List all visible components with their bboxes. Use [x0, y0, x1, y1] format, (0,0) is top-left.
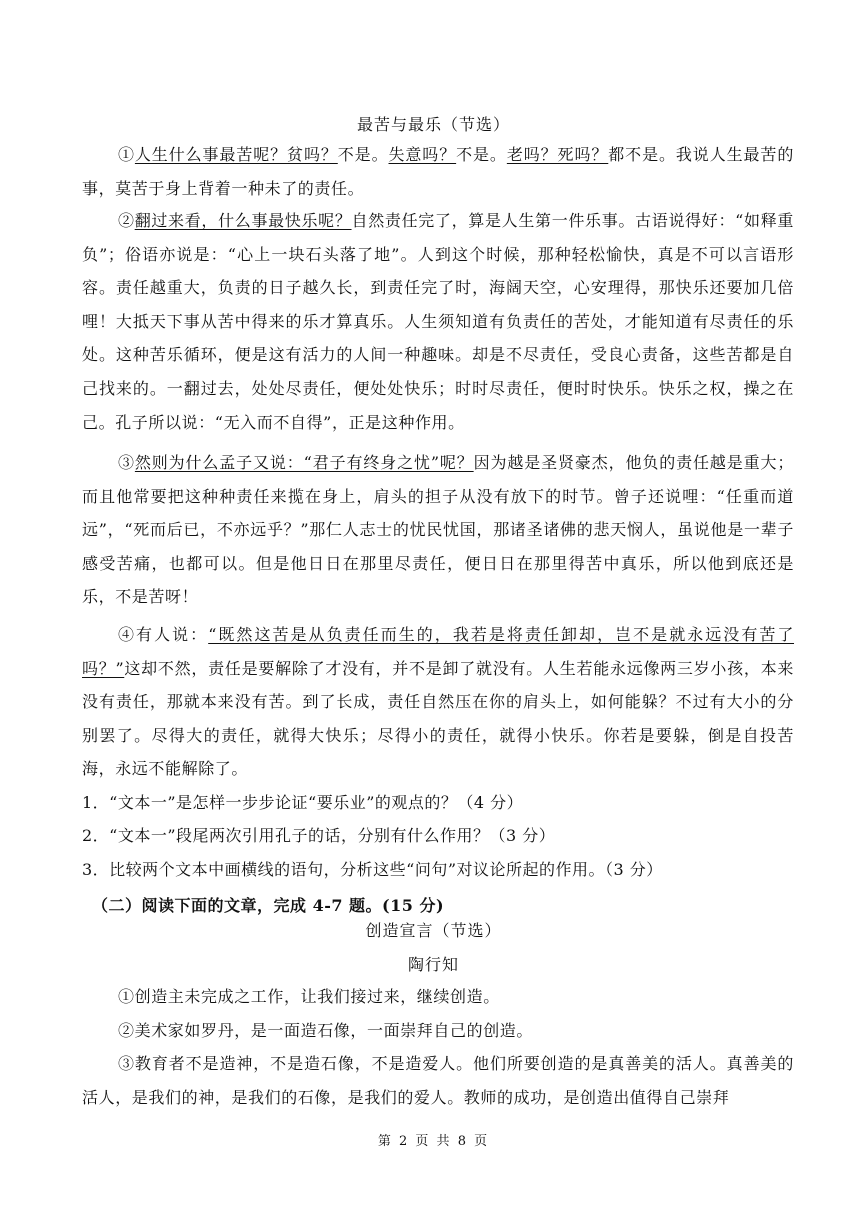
question-2: 2．“文本一”段尾两次引用孔子的话，分别有什么作用？（3 分）	[82, 826, 556, 845]
paragraph-s2-3: ③教育者不是造神，不是造石像，不是造爱人。他们所要创造的是真善美的活人。真善美的活人，是我们的神，是我们的石像，是我们的爱人。教师的成功，是创造出值得自己崇拜	[82, 1054, 794, 1107]
paragraph-text: 因为越是圣贤豪杰，他负的责任越是重大；而且他常要把这种种责任来揽在身上，肩头的担子从没有放下的时节。曾子还说哩：“任重而道远”，“死而后已，不亦远乎？”那仁人志士的忧民忧国，那诸圣诸佛的悲天悯人，虽说他是一辈子感受苦痛，也都可以。但是他日日在那里尽责任，便日日在那里得苦中真乐，所以他到底还是乐，不是苦呀！	[82, 453, 794, 607]
paragraph-text: 不是。	[337, 145, 389, 164]
paragraph-2	[82, 204, 794, 439]
paragraph-number: ③	[118, 453, 135, 472]
section-heading: （二）阅读下面的文章，完成 4-7 题。(15 分)	[92, 896, 445, 915]
paragraph-s2-1: ①创造主未完成之工作，让我们接过来，继续创造。	[118, 987, 500, 1006]
paragraph-number: ④	[118, 625, 137, 644]
paragraph-text: 这却不然，责任是要解除了才没有，并不是卸了就没有。人生若能永远像两三岁小孩，本来没有责任，那就本来没有苦。到了长成，责任自然压在你的肩头上，如何能躲？不过有大小的分别罢了。尽得大的责任，就得大快乐；尽得小的责任，就得小快乐。你若是要躲，倒是自投苦海，永远不能解除了。	[82, 658, 794, 779]
paragraph-s2-2: ②美术家如罗丹，是一面造石像，一面崇拜自己的创造。	[118, 1021, 534, 1040]
article-author: 陶行知	[407, 955, 459, 974]
underlined-question: 然则为什么孟子又说：“君子有终身之忧”呢？	[134, 453, 474, 472]
paragraph-4	[82, 618, 794, 786]
paragraph-text: 都不是。我说人生最苦的事，莫苦于身上背着一种未了的责任。	[82, 145, 794, 198]
paragraph-3	[82, 446, 794, 614]
paragraph-number: ②	[118, 211, 135, 230]
underlined-question: 老吗？死吗？	[506, 145, 609, 164]
question-1: 1．“文本一”是怎样一步步论证“要乐业”的观点的？（4 分）	[82, 793, 524, 812]
paragraph-number: ①	[118, 145, 135, 164]
underlined-quote: “既然这苦是从负责任而生的，我若是将责任卸却，岂不是就永远没有苦了吗？”	[82, 625, 795, 678]
paragraph-text: 自然责任完了，算是人生第一件乐事。古语说得好：“如释重负”；俗语亦说是：“心上一块石头落了地”。人到这个时候，那种轻松愉快，真是不可以言语形容。责任越重大，负责的日子越久长，到责任完了时，海阔天空，心安理得，那快乐还要加几倍哩！大抵天下事从苦中得来的乐才算真乐。人生须知道有负责任的苦处，才能知道有尽责任的乐处。这种苦乐循环，便是这有活力的人间一种趣味。却是不尽责任，受良心责备，这些苦都是自己找来的。一翻过去，处处尽责任，便处处快乐；时时尽责任，便时时快乐。快乐之权，操之在己。孔子所以说：“无入而不自得”，正是这种作用。	[82, 211, 794, 432]
underlined-question: 失意吗？	[388, 145, 457, 164]
article-title-2: 创造宣言（节选）	[365, 921, 502, 940]
paragraph-text: 不是。	[456, 145, 507, 164]
article-title: 最苦与最乐（节选）	[356, 115, 510, 134]
paragraph-1	[82, 138, 794, 205]
page-footer: 第 2 页 共 8 页	[377, 1134, 490, 1149]
underlined-question: 人生什么事最苦呢？贫吗？	[134, 145, 338, 164]
paragraph-text: 有人说：	[136, 625, 209, 644]
question-3: 3．比较两个文本中画横线的语句，分析这些“问句”对议论所起的作用。（3 分）	[82, 860, 663, 879]
underlined-question: 翻过来看，什么事最快乐呢？	[134, 211, 352, 230]
